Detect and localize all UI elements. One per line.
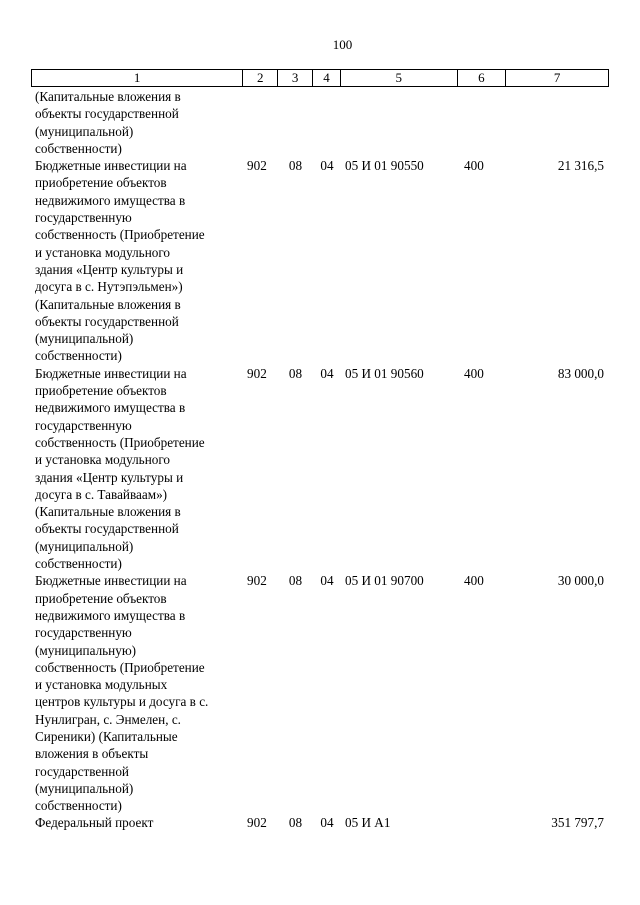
row-name-line: собственности) [35,556,122,572]
row-sum-cell: 351 797,7 [551,815,604,831]
row-name-line: (Капитальные вложения в [35,89,181,104]
row-name-line: собственности) [35,140,122,156]
row-name-line: (муниципальной) [35,123,134,139]
row-name-cell [31,814,243,831]
row-name-line: недвижимого имущества в [35,607,186,623]
row-name-line: государственную [35,210,132,226]
row-name-line: (муниципальной) [35,538,134,554]
row-target-article-cell [341,88,458,157]
row-expense-type-cell [458,88,507,157]
row-sum-cell: 30 000,0 [557,573,604,589]
row-expense-type-cell [458,814,507,831]
row-name-line: приобретение объектов [35,383,167,399]
row-name-line: (Капитальные вложения в [35,504,181,520]
row-name-line: Федеральный проект [35,815,154,831]
row-name-line: Нунлигран, с. Энмелен, с. [35,711,181,727]
page-number: 100 [332,37,353,52]
row-name-line: объекты государственной [35,521,179,537]
header-col-7: 7 [553,70,561,85]
row-name-line: собственность (Приобретение [35,227,205,243]
row-subsection-cell: 04 [320,573,334,589]
row-sum-cell: 21 316,5 [557,158,604,174]
row-section-cell: 08 [288,158,303,174]
row-name-line: собственность (Приобретение [35,434,205,450]
table-row [31,88,609,157]
row-name-line: (муниципальную) [35,642,137,658]
row-name-cell [31,572,243,814]
row-subsection-cell: 04 [320,815,334,831]
table-row [31,572,609,814]
row-name-line: Бюджетные инвестиции на [35,365,187,381]
row-section-cell: 08 [288,815,303,831]
header-col-5: 5 [341,70,458,86]
row-name-line: объекты государственной [35,313,179,329]
header-col-4: 4 [313,70,341,86]
table-body [31,88,609,832]
header-col-2: 2 [243,70,278,86]
row-name-line: собственность (Приобретение [35,659,205,675]
row-expense-type-cell: 400 [464,158,484,174]
row-name-line: центров культуры и досуга в с. [35,694,209,710]
table-row [31,157,609,365]
row-org-cell: 902 [247,573,267,589]
row-org-cell: 902 [247,158,267,174]
row-target-article-cell: 05 И 01 90700 [345,573,424,589]
row-name-line: и установка модульного [35,452,171,468]
row-target-article-cell: 05 И 01 90550 [345,158,424,174]
row-name-line: собственности) [35,348,122,364]
row-name-line: государственной [35,763,129,779]
row-section-cell: 08 [288,573,303,589]
row-org-cell: 902 [247,365,267,381]
row-name-line: здания «Центр культуры и [35,261,184,277]
row-name-line: приобретение объектов [35,590,167,606]
row-name-line: государственную [35,417,132,433]
row-name-line: недвижимого имущества в [35,192,186,208]
row-sum-cell: 83 000,0 [557,365,604,381]
row-subsection-cell: 04 [320,365,334,381]
table-row [31,814,609,831]
row-name-line: досуга в с. Тавайваам») [35,486,168,502]
row-name-line: (муниципальной) [35,331,134,347]
row-name-line: вложения в объекты [35,746,149,762]
row-name-line: недвижимого имущества в [35,400,186,416]
row-name-line: и установка модульных [35,677,168,693]
row-section-cell [278,88,313,157]
header-col-1: 1 [32,70,243,86]
table-header [31,69,609,87]
row-name-cell [31,88,243,157]
row-name-line: и установка модульного [35,244,171,260]
row-name-line: собственности) [35,798,122,814]
row-name-line: досуга в с. Нутэпэльмен») [35,279,183,295]
row-name-cell [31,365,243,573]
row-name-line: здания «Центр культуры и [35,469,184,485]
row-name-line: Бюджетные инвестиции на [35,573,187,589]
row-name-cell [31,157,243,365]
row-subsection-cell: 04 [320,158,334,174]
row-expense-type-cell: 400 [464,365,484,381]
row-sum-cell [507,88,609,157]
row-org-cell: 902 [247,815,267,831]
row-name-line: Бюджетные инвестиции на [35,158,187,174]
row-name-line: объекты государственной [35,106,179,122]
row-name-line: (Капитальные вложения в [35,296,181,312]
row-target-article-cell: 05 И 01 90560 [345,365,424,381]
row-name-line: Сиреники) (Капитальные [35,728,178,744]
row-target-article-cell: 05 И А1 [345,815,391,831]
row-expense-type-cell: 400 [464,573,484,589]
row-name-line: (муниципальной) [35,780,134,796]
header-col-3: 3 [278,70,313,86]
row-section-cell: 08 [288,365,303,381]
header-col-6: 6 [458,70,507,86]
row-org-cell [243,88,278,157]
row-name-line: приобретение объектов [35,175,167,191]
table-row [31,365,609,573]
row-subsection-cell [313,88,341,157]
row-name-line: государственную [35,625,132,641]
